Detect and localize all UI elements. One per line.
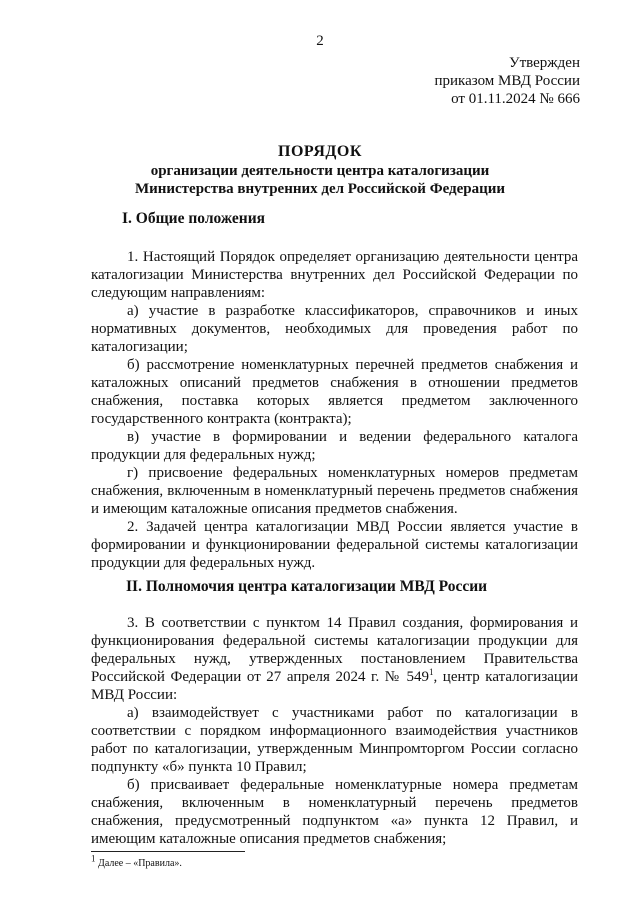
approval-line-1: Утвержден bbox=[508, 55, 580, 71]
footnote-mark: 1 bbox=[91, 853, 96, 864]
approval-line-3: от 01.11.2024 № 666 bbox=[451, 91, 580, 107]
footnote-reference: 1 bbox=[428, 667, 434, 677]
paragraph: в) участие в формировании и ведении федерального каталога продукции для федеральных нужд; bbox=[91, 429, 578, 463]
document-subtitle-1: организации деятельности центра каталогизации bbox=[150, 163, 490, 179]
footnote-separator bbox=[91, 851, 245, 852]
footnote bbox=[91, 853, 182, 869]
document-subtitle-2: Министерства внутренних дел Российской Федерации bbox=[134, 181, 506, 197]
footnote-text: Далее – «Правила». bbox=[95, 858, 182, 869]
paragraph: 1. Настоящий Порядок определяет организацию деятельности центра каталогизации Министерства внутренних дел Российской Федерации по следующим направлениям: bbox=[91, 249, 578, 301]
section-1-body bbox=[91, 248, 578, 572]
document-title: ПОРЯДОК bbox=[278, 143, 362, 160]
approval-stamp bbox=[434, 54, 580, 108]
paragraph: 2. Задачей центра каталогизации МВД России является участие в формировании и функционировании федеральной системы каталогизации продукции для федеральных нужд. bbox=[91, 519, 578, 571]
section-heading-1: I. Общие положения bbox=[122, 210, 266, 227]
section-2-body bbox=[91, 614, 578, 848]
approval-line-2: приказом МВД России bbox=[434, 73, 580, 89]
paragraph bbox=[91, 614, 578, 704]
paragraph: б) присваивает федеральные номенклатурные номера предметам снабжения, включенным в номенклатурный перечень предметов снабжения, предусмотренный подпунктом «а» пункта 12 Правил, и имеющим каталожные описания предметов снабжения; bbox=[91, 777, 578, 847]
paragraph-text: 3. В соответствии с пунктом 14 Правил создания, формирования и функционирования федеральной системы каталогизации продукции для федеральных нужд, утвержденных постановлением Правительства Российской Федерации от 27 апреля 2024 г. № 549 bbox=[91, 615, 578, 685]
page-number: 2 bbox=[316, 33, 324, 49]
paragraph: а) взаимодействует с участниками работ по каталогизации в соответствии с порядком информационного взаимодействия участников работ по каталогизации, утвержденным Минпромторгом России согласно подпункту «б» пункта 10 Правил; bbox=[91, 705, 578, 775]
paragraph: а) участие в разработке классификаторов, справочников и иных нормативных документов, необходимых для проведения работ по каталогизации; bbox=[91, 303, 578, 355]
section-heading-2: II. Полномочия центра каталогизации МВД России bbox=[126, 578, 488, 595]
paragraph: б) рассмотрение номенклатурных перечней предметов снабжения и каталожных описаний предметов снабжения в отношении предметов снабжения, поставка которых является предметом заключенного государственного контракта (контракта); bbox=[91, 357, 578, 427]
paragraph-text-tail: , центр каталогизации МВД России: bbox=[91, 669, 578, 703]
paragraph: г) присвоение федеральных номенклатурных номеров предметам снабжения, включенным в номенклатурный перечень предметов снабжения и имеющим каталожные описания предметов снабжения. bbox=[91, 465, 578, 517]
